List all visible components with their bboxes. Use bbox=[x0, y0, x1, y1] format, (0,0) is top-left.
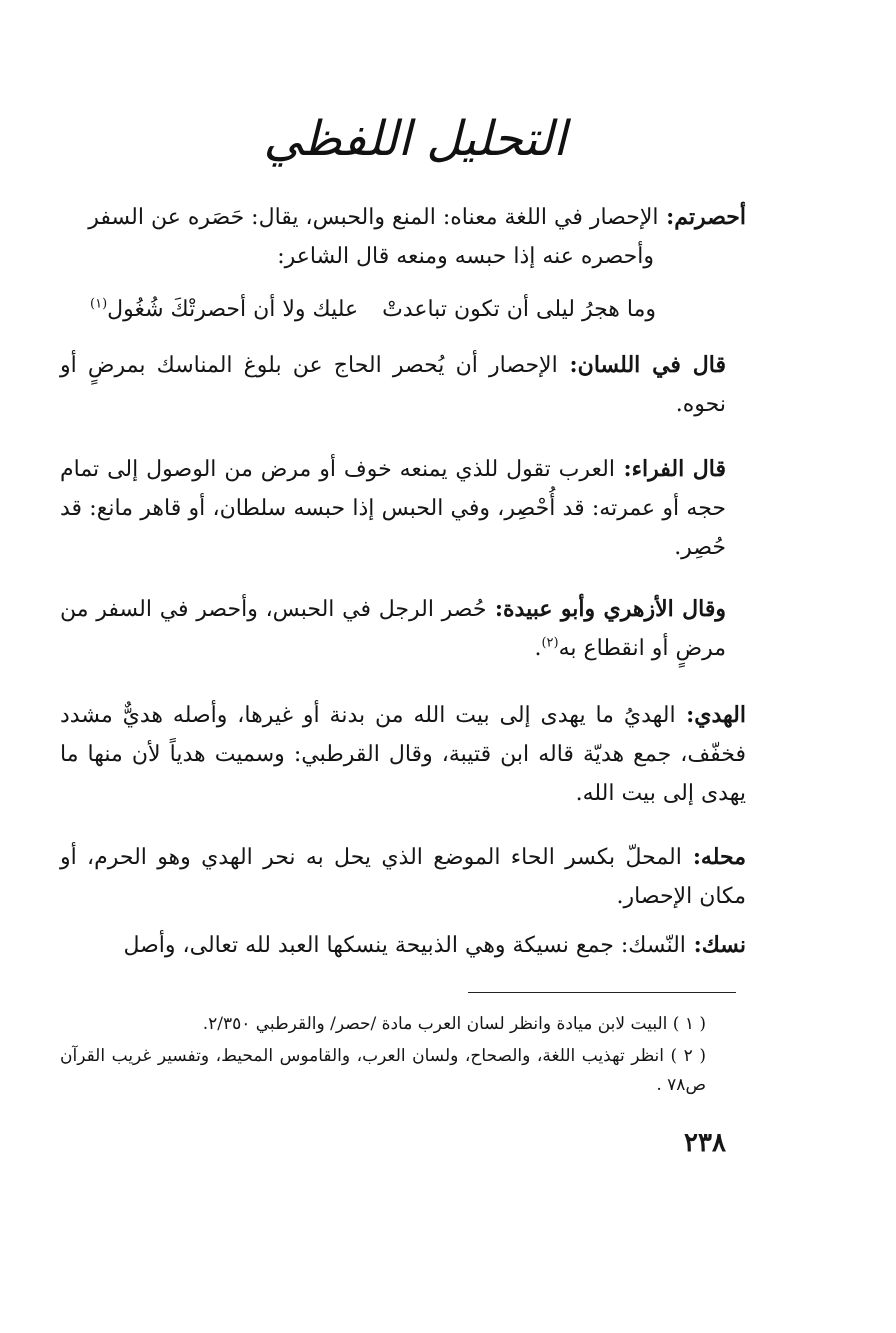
entry-nusuk bbox=[60, 926, 746, 965]
quote-farra bbox=[60, 450, 746, 567]
entry-term: نسك: bbox=[685, 932, 746, 958]
footnote-1: ( ١ ) البيت لابن ميادة وانظر لسان العرب مادة /حصر/ والقرطبي ٢/٣٥٠. bbox=[202, 1014, 706, 1034]
entry-text: الإحصار في اللغة معناه: المنع والحبس، يقال: حَصَره عن السفر bbox=[88, 205, 659, 230]
entry-term: محله: bbox=[681, 844, 746, 870]
footnote-2: ( ٢ ) انظر تهذيب اللغة، والصحاح، ولسان العرب، والقاموس المحيط، وتفسير غريب القرآن ص٧٨ . bbox=[60, 1046, 706, 1095]
verse-first-hemistich: وما هجرُ ليلى أن تكون تباعدتْ bbox=[382, 297, 656, 322]
entry-text-continued: وأحصره عنه إذا حبسه ومنعه قال الشاعر: bbox=[277, 244, 654, 270]
footnote-ref: (١) bbox=[90, 296, 108, 312]
footnote-ref: (٢) bbox=[541, 635, 559, 651]
quote-text: حُصر الرجل في الحبس، وأحصر في السفر من مرضٍ أو انقطاع به bbox=[60, 597, 726, 662]
quote-label: قال في اللسان: bbox=[557, 352, 726, 378]
footnote-divider bbox=[468, 992, 736, 993]
entry-term: الهدي: bbox=[675, 702, 747, 728]
entry-text: النّسك: جمع نسيكة وهي الذبيحة ينسكها العبد لله تعالى، وأصل bbox=[123, 933, 686, 958]
poetry-verse bbox=[60, 290, 746, 329]
entry-mahilluh bbox=[60, 838, 746, 916]
entry-term: أحصرتم: bbox=[658, 204, 746, 230]
verse-second-hemistich: عليك ولا أن أحصرتْكَ شُغُول bbox=[107, 297, 359, 322]
quote-text: الإحصار أن يُحصر الحاج عن بلوغ المناسك بمرضٍ أو نحوه. bbox=[60, 353, 726, 418]
entry-hady bbox=[60, 696, 746, 813]
entry-text: المحلّ بكسر الحاء الموضع الذي يحل به نحر الهدي وهو الحرم، أو مكان الإحصار. bbox=[60, 845, 746, 910]
quote-lisan bbox=[60, 346, 746, 424]
entry-ahsartum bbox=[60, 198, 746, 276]
quote-text: العرب تقول للذي يمنعه خوف أو مرض من الوصول إلى تمام حجه أو عمرته: قد أُحْصِر، وفي الحبس إذا حبسه سلطان، أو قاهر مانع: قد حُصِر. bbox=[60, 457, 726, 561]
entry-text: الهديُ ما يهدى إلى بيت الله من بدنة أو غيرها، وأصله هديٌّ مشدد فخفّف، جمع هديّة قاله ابن قتيبة، وقال القرطبي: وسميت هدياً لأن منها ما يهدى إلى بيت الله. bbox=[60, 703, 746, 807]
quote-label: قال الفراء: bbox=[614, 456, 726, 482]
page-number: ٢٣٨ bbox=[684, 1128, 726, 1158]
quote-label: وقال الأزهري وأبو عبيدة: bbox=[486, 596, 726, 622]
page-title: التحليل اللفظي bbox=[263, 111, 567, 167]
quote-azhari: وقال الأزهري وأبو عبيدة: حُصر الرجل في الحبس، وأحصر في السفر من مرضٍ أو انقطاع به$^{(٢)}$. bbox=[60, 596, 726, 662]
